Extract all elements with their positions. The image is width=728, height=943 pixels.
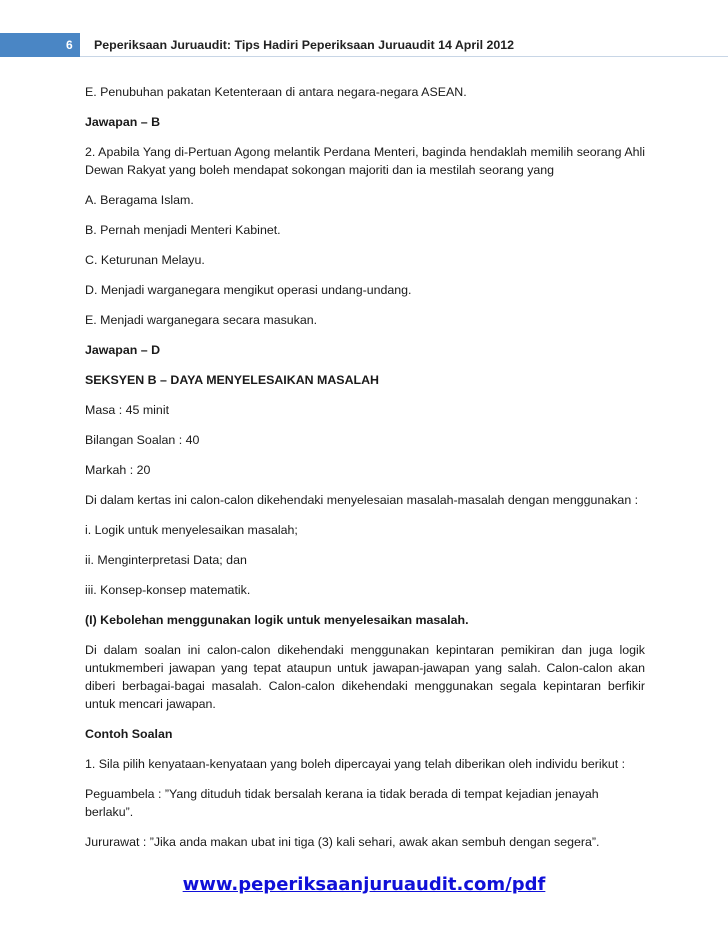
q2-option-a: A. Beragama Islam. (85, 193, 194, 207)
q2-answer: Jawapan – D (85, 343, 161, 357)
q2-option-d: D. Menjadi warganegara mengikut operasi undang-undang. (85, 283, 412, 297)
statement-nurse: Jururawat : ”Jika anda makan ubat ini tiga (3) kali sehari, awak akan sembuh dengan segera”. (85, 835, 600, 849)
statement-lawyer: Peguambela : ”Yang dituduh tidak bersalah kerana ia tidak berada di tempat kejadian jenayah berlaku”. (85, 787, 599, 819)
header-divider (80, 56, 728, 57)
page-header (0, 33, 728, 57)
header-title: Peperiksaan Juruaudit: Tips Hadiri Peperiksaan Juruaudit 14 April 2012 (94, 38, 515, 52)
q1-option-e: E. Penubuhan pakatan Ketenteraan di antara negara-negara ASEAN. (85, 85, 467, 99)
question-count: Bilangan Soalan : 40 (85, 433, 200, 447)
example-question: 1. Sila pilih kenyataan-kenyataan yang boleh dipercayai yang telah diberikan oleh individu berikut : (85, 757, 626, 771)
q1-answer: Jawapan – B (85, 115, 161, 129)
subsection-title: (I) Kebolehan menggunakan logik untuk menyelesaikan masalah. (85, 613, 469, 627)
exam-marks: Markah : 20 (85, 463, 151, 477)
exam-duration: Masa : 45 minit (85, 403, 170, 417)
skill-item: i. Logik untuk menyelesaikan masalah; (85, 523, 298, 537)
section-title: SEKSYEN B – DAYA MENYELESAIKAN MASALAH (85, 373, 379, 387)
q2-option-c: C. Keturunan Melayu. (85, 253, 205, 267)
page-number: 6 (0, 33, 80, 57)
subsection-description: Di dalam soalan ini calon-calon dikehendaki menggunakan kepintaran pemikiran dan juga logik untukmemberi jawapan yang tepat ataupun untuk jawapan-jawapan yang salah. Calon-calon akan diberi berbagai-bagai masalah. Calon-calon dikehendaki menggunakan segala kepintaran berfikir untuk mencari jawapan. (85, 643, 645, 711)
q2-option-b: B. Pernah menjadi Menteri Kabinet. (85, 223, 281, 237)
q2-option-e: E. Menjadi warganegara secara masukan. (85, 313, 318, 327)
document-body (85, 83, 645, 863)
skill-item: ii. Menginterpretasi Data; dan (85, 553, 247, 567)
section-intro: Di dalam kertas ini calon-calon dikehendaki menyelesaian masalah-masalah dengan menggunakan : (85, 493, 639, 507)
q2-question: 2. Apabila Yang di-Pertuan Agong melantik Perdana Menteri, baginda hendaklah memilih seorang Ahli Dewan Rakyat yang boleh mendapat sokongan majoriti dan ia mestilah seorang yang (85, 145, 645, 177)
footer-website-link[interactable]: www.peperiksaanjuruaudit.com/pdf (182, 874, 546, 895)
skill-item: iii. Konsep-konsep matematik. (85, 583, 251, 597)
example-title: Contoh Soalan (85, 727, 173, 741)
